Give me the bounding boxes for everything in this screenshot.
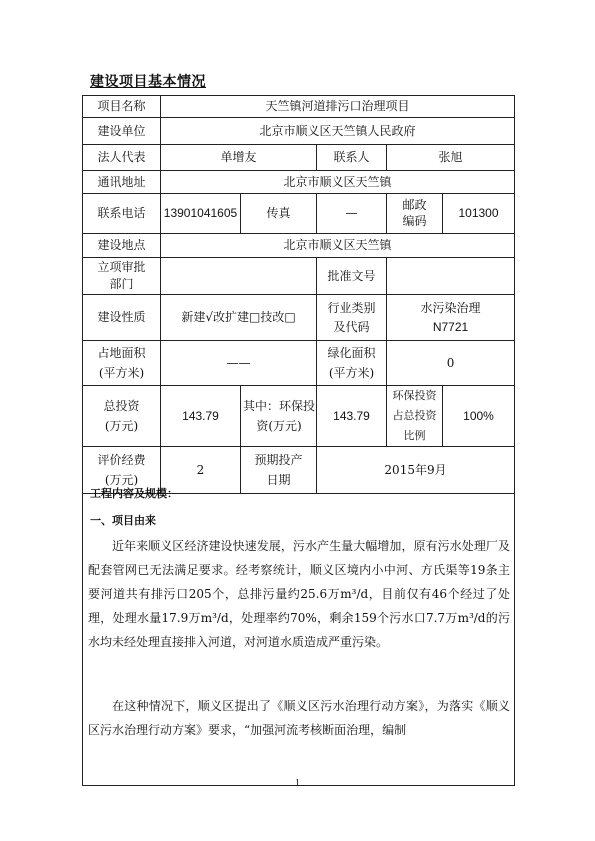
row-builder: [83, 118, 515, 145]
row-approval: [83, 258, 515, 295]
row-nature: [83, 295, 515, 341]
label-eval-cost: 评价经费(万元): [83, 447, 161, 494]
label-location: 建设地点: [83, 234, 161, 258]
value-location: 北京市顺义区天竺镇: [161, 234, 515, 258]
label-fax: 传真: [241, 194, 317, 234]
value-approval-no: [387, 258, 515, 295]
page-number: 1: [295, 778, 300, 789]
value-nature: 新建√改扩建□技改□: [161, 295, 317, 341]
label-green-area: 绿化面积(平方米): [317, 341, 387, 386]
value-industry: [387, 295, 515, 341]
row-location: [83, 234, 515, 258]
project-info-table: [82, 95, 515, 494]
project-content-box: [82, 479, 515, 786]
subsection-title: 一、项目由来: [90, 514, 156, 527]
value-fax: —: [317, 194, 387, 234]
value-phone: 13901041605: [161, 194, 241, 234]
value-project-name: 天竺镇河道排污口治理项目: [161, 96, 515, 118]
value-total-investment: 143.79: [161, 386, 241, 447]
page-title: 建设项目基本情况: [90, 74, 206, 90]
label-approval-no: 批准文号: [317, 258, 387, 295]
row-project-name: [83, 96, 515, 118]
value-green-area: 0: [387, 341, 515, 386]
value-legal-rep: 单增友: [161, 145, 317, 171]
label-address: 通讯地址: [83, 171, 161, 194]
label-land-area: 占地面积(平方米): [83, 341, 161, 386]
value-land-area: ——: [161, 341, 317, 386]
label-total-investment: 总投资(万元): [83, 386, 161, 447]
value-industry-code: N7721: [432, 319, 469, 334]
row-phone: [83, 194, 515, 234]
row-area: [83, 341, 515, 386]
value-production-date: 2015年9月: [317, 447, 515, 494]
value-builder: 北京市顺义区天竺镇人民政府: [161, 118, 515, 145]
label-approval-dept: 立项审批部门: [83, 258, 161, 295]
paragraph-background: 近年来顺义区经济建设快速发展，污水产生量大幅增加，原有污水处理厂及配套管网已无法满足要求。经考察统计，顺义区境内小中河、方氏渠等19条主要河道共有排污口205个，总排污量约25.6万m³/d，目前仅有46个经过了处理，处理水量17.9万m³/d，处理率约70%，剩余159个污水口7.7万m³/d的污水均未经处理直接排入河道，对河道水质造成严重污染。: [88, 539, 510, 649]
label-env-ratio: 环保投资占总投资比例: [387, 386, 443, 447]
label-contact: 联系人: [317, 145, 387, 171]
value-env-investment: 143.79: [317, 386, 387, 447]
value-contact: 张旭: [387, 145, 515, 171]
label-nature: 建设性质: [83, 295, 161, 341]
label-production-date: 预期投产日期: [241, 447, 317, 494]
value-address: 北京市顺义区天竺镇: [161, 171, 515, 194]
value-industry-name: 水污染治理: [420, 300, 481, 315]
section-title: 工程内容及规模：: [90, 487, 178, 500]
label-postcode: 邮政编码: [387, 194, 443, 234]
value-postcode: 101300: [443, 194, 515, 234]
value-eval-cost: 2: [161, 447, 241, 494]
row-address: [83, 171, 515, 194]
label-env-investment: 其中：环保投资(万元): [241, 386, 317, 447]
label-builder: 建设单位: [83, 118, 161, 145]
label-industry: 行业类别及代码: [317, 295, 387, 341]
label-project-name: 项目名称: [83, 96, 161, 118]
label-phone: 联系电话: [83, 194, 161, 234]
row-investment: [83, 386, 515, 447]
paragraph-policy: 在这种情况下，顺义区提出了《顺义区污水治理行动方案》，为落实《顺义区污水治理行动方案》要求，“加强河流考核断面治理，编制: [88, 699, 510, 737]
value-env-ratio: 100%: [443, 386, 515, 447]
row-legal-rep: [83, 145, 515, 171]
label-legal-rep: 法人代表: [83, 145, 161, 171]
value-approval-dept: [161, 258, 317, 295]
